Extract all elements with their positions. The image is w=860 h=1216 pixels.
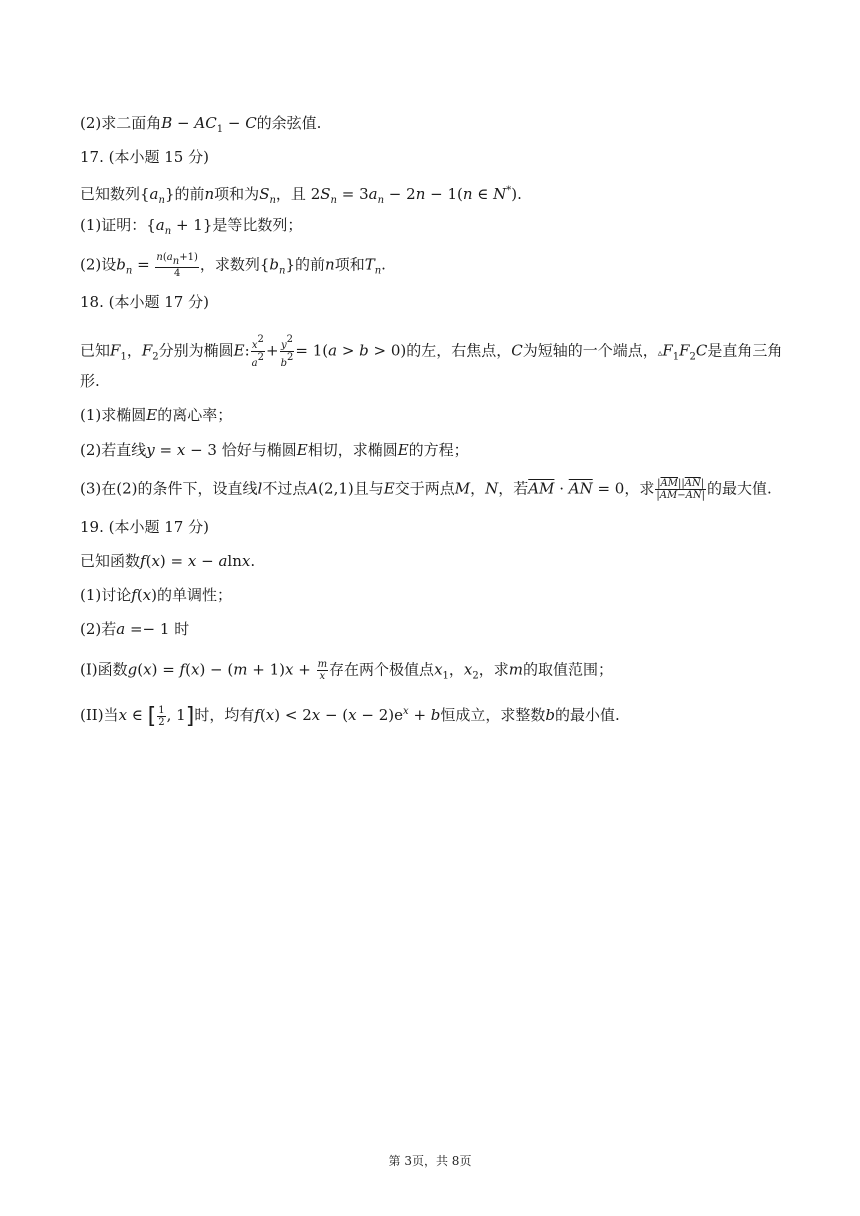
q16-part2: (2)求二面角$B - AC_1 - C$的余弦值. — [80, 114, 322, 135]
q18-stem-line1: 已知$F_1$，$F_2$分别为椭圆E: $\frac{x2}{a2}$ + $\frac{y2}{b2}$ = 1(a > b > 0)的左，右焦点，C为短轴的一个端点，$▵F_1F_2C$是直角三角 — [80, 334, 783, 369]
q18-part3: (3)在(2)的条件下，设直线l不过点A(2,1)且与E交于两点M，N，若$\overline{AM} \cdot \overline{AN} = 0$，求 $\frac{|\overline{AM}||\overline{AN}|}{|\overline{AM}-\overline{AN}|}$ 的最大值. — [80, 478, 772, 501]
q18-stem-line2: 形. — [80, 372, 100, 390]
q19-part1: (1)讨论f(x)的单调性； — [80, 586, 232, 604]
q19-part-I: (I)函数g(x) = f(x) − (m + 1)x + $\frac{m}{x}$ 存在两个极值点$x_1$，$x_2$，求m的取值范围； — [80, 659, 614, 682]
q19-header: 19. (本小题 17 分) — [80, 518, 209, 536]
q17-stem: 已知数列$\{a_n\}$的前n项和为$S_n$，且 $2S_n = 3a_n - 2n - 1(n$ ∈ N*). — [80, 185, 522, 206]
q18-part1: (1)求椭圆E的离心率； — [80, 406, 233, 424]
q19-part-II: (II)当x ∈ [ $\frac{1}{2}$ , 1]时，均有$f(x) < 2x - (x - 2)e^x + b$恒成立，求整数b的最小值. — [80, 704, 620, 729]
q19-stem: 已知函数f(x) = x − alnx. — [80, 552, 256, 570]
q18-header: 18. (本小题 17 分) — [80, 293, 209, 311]
q18-part2: (2)若直线y = x − 3 恰好与椭圆E相切，求椭圆E的方程； — [80, 441, 469, 459]
page-footer: 第 3页，共 8页 — [388, 1154, 472, 1168]
q17-part1: (1)证明：$\{a_n + 1\}$是等比数列； — [80, 216, 303, 237]
q17-header: 17. (本小题 15 分) — [80, 148, 209, 166]
q19-part2: (2)若a =− 1 时 — [80, 620, 190, 638]
q17-part2: (2)设$b_n$ = $\frac{n(an+1)}{4}$ ，求数列$\{b_n\}$的前n项和$T_n$. — [80, 252, 386, 279]
